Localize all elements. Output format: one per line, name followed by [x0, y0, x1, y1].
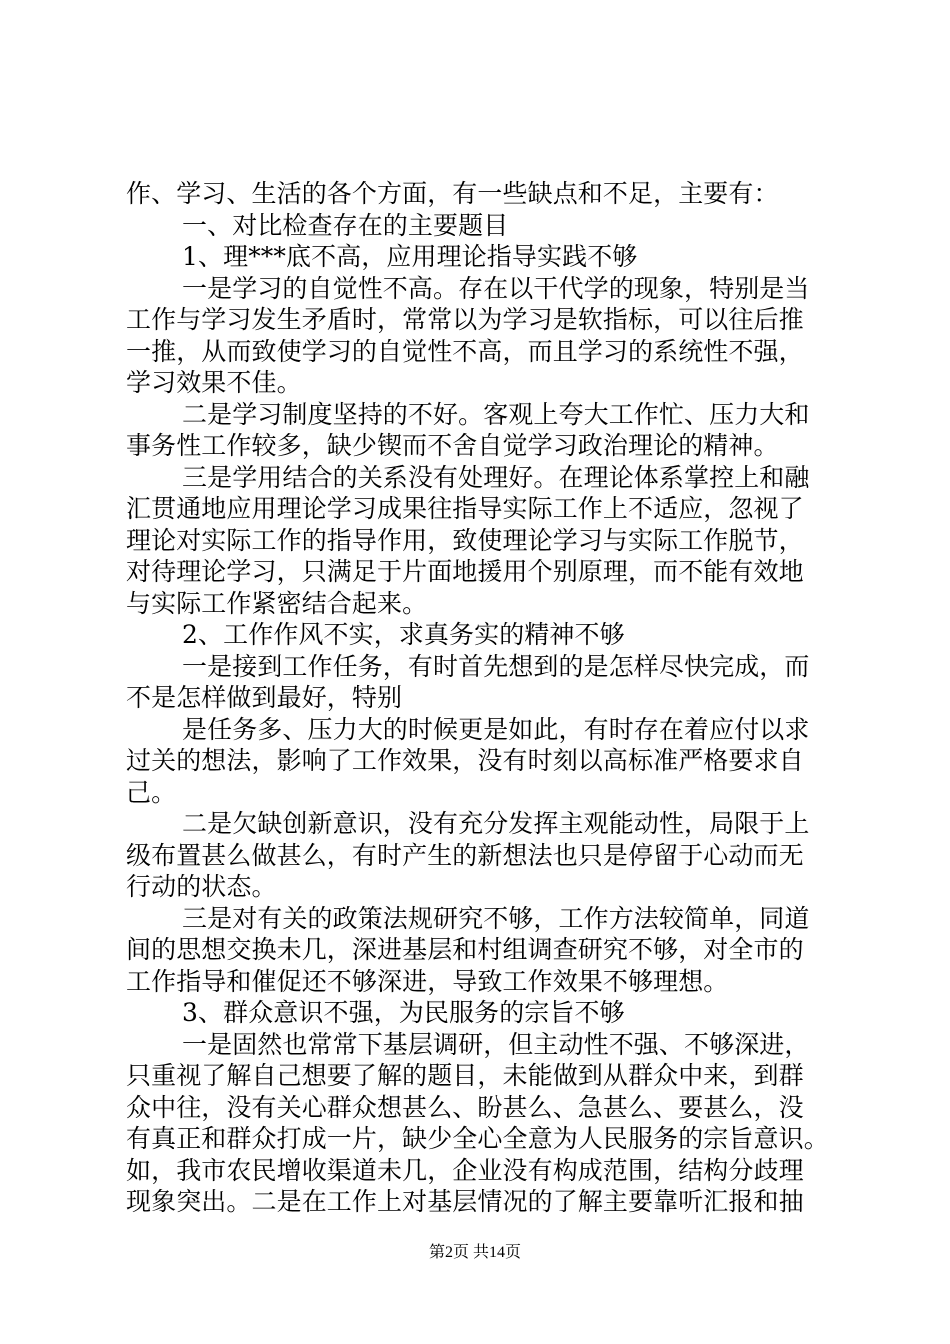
- text-line: 三是学用结合的关系没有处理好。在理论体系掌控上和融: [182, 462, 810, 492]
- text-line: 行动的状态。: [126, 872, 277, 901]
- text-line: 汇贯通地应用理论学习成果往指导实际工作上不适应，忽视了: [126, 494, 804, 523]
- text-line: 间的思想交换未几，深进基层和村组调查研究不够，对全市的: [126, 935, 804, 964]
- page-footer: 第2页 共14页: [428, 1244, 521, 1261]
- text-line: 如，我市农民增收渠道未几，企业没有构成范围，结构分歧理: [126, 1155, 804, 1185]
- text-line: 2、工作作风不实，求真务实的精神不够: [182, 620, 625, 649]
- text-line: 理论对实际工作的指导作用，致使理论学习与实际工作脱节，: [126, 525, 804, 555]
- text-line: 现象突出。二是在工作上对基层情况的了解主要靠听汇报和抽: [126, 1187, 804, 1216]
- text-line: 有真正和群众打成一片，缺少全心全意为人民服务的宗旨意识。: [126, 1124, 829, 1153]
- text-line: 众中往，没有关心群众想甚么、盼甚么、急甚么、要甚么，没: [126, 1092, 804, 1122]
- text-line: 不是怎样做到最好，特别: [126, 683, 403, 712]
- text-line: 事务性工作较多，缺少锲而不舍自觉学习政治理论的精神。: [126, 431, 779, 460]
- text-line: 一是固然也常常下基层调研，但主动性不强、不够深进，: [182, 1029, 810, 1059]
- text-line: 过关的想法，影响了工作效果，没有时刻以高标准严格要求自: [126, 746, 804, 775]
- text-line: 工作与学习发生矛盾时，常常以为学习是软指标，可以往后推: [126, 305, 804, 334]
- text-line: 与实际工作紧密结合起来。: [126, 588, 428, 618]
- text-line: 二是学习制度坚持的不好。客观上夸大工作忙、压力大和: [182, 399, 810, 429]
- text-line: 1、理***底不高，应用理论指导实践不够: [182, 242, 638, 271]
- text-line: 三是对有关的政策法规研究不够，工作方法较简单，同道: [182, 903, 810, 933]
- text-line: 二是欠缺创新意识，没有充分发挥主观能动性，局限于上: [182, 809, 810, 838]
- text-line: 学习效果不佳。: [126, 368, 302, 397]
- text-line: 只重视了解自己想要了解的题目，未能做到从群众中来，到群: [126, 1061, 804, 1090]
- text-line: 3、群众意识不强，为民服务的宗旨不够: [182, 998, 625, 1027]
- text-line: 作、学习、生活的各个方面，有一些缺点和不足，主要有：: [126, 179, 779, 208]
- text-line: 一推，从而致使学习的自觉性不高，而且学习的系统性不强，: [126, 336, 804, 366]
- text-line: 级布置甚么做甚么，有时产生的新想法也只是停留于心动而无: [126, 840, 804, 870]
- text-line: 一是学习的自觉性不高。存在以干代学的现象，特别是当: [182, 273, 810, 303]
- text-line: 是任务多、压力大的时候更是如此，有时存在着应付以求: [182, 714, 810, 744]
- text-line: 一、对比检查存在的主要题目: [182, 210, 509, 240]
- text-line: 一是接到工作任务，有时首先想到的是怎样尽快完成，而: [182, 651, 810, 681]
- text-line: 对待理论学习，只满足于片面地援用个别原理，而不能有效地: [126, 557, 804, 586]
- text-line: 己。: [126, 777, 177, 807]
- text-line: 工作指导和催促还不够深进，导致工作效果不够理想。: [126, 966, 729, 996]
- document-body: [126, 178, 846, 1218]
